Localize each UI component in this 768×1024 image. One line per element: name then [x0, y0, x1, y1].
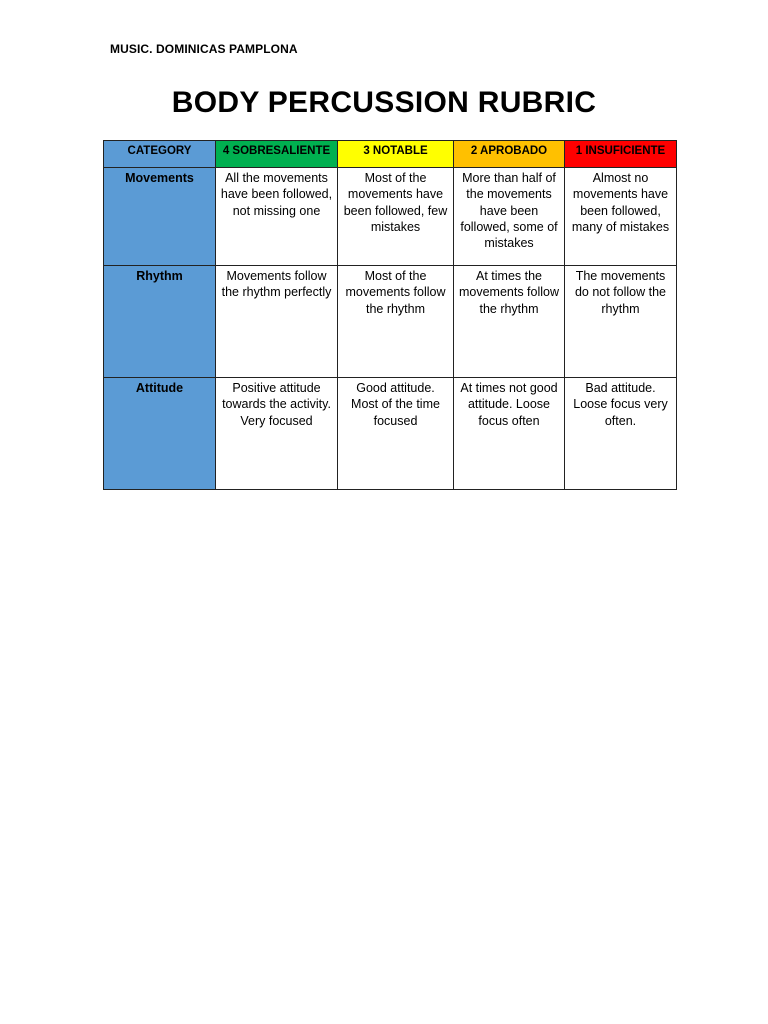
column-header-insuficiente: 1 INSUFICIENTE — [565, 141, 677, 168]
category-cell: Rhythm — [104, 266, 216, 378]
table-cell: At times not good attitude. Loose focus often — [454, 378, 565, 490]
column-header-aprobado: 2 APROBADO — [454, 141, 565, 168]
column-header-sobresaliente: 4 SOBRESALIENTE — [216, 141, 338, 168]
table-cell: Most of the movements have been followed, few mistakes — [338, 168, 454, 266]
column-header-notable: 3 NOTABLE — [338, 141, 454, 168]
table-row-rhythm — [104, 266, 677, 378]
table-cell: Almost no movements have been followed, many of mistakes — [565, 168, 677, 266]
category-cell: Attitude — [104, 378, 216, 490]
table-row-movements — [104, 168, 677, 266]
table-header-row — [104, 141, 677, 168]
column-header-category: CATEGORY — [104, 141, 216, 168]
table-row-attitude — [104, 378, 677, 490]
page-title: BODY PERCUSSION RUBRIC — [171, 86, 597, 119]
table-cell: Most of the movements follow the rhythm — [338, 266, 454, 378]
table-cell: Movements follow the rhythm perfectly — [216, 266, 338, 378]
table-cell: Bad attitude. Loose focus very often. — [565, 378, 677, 490]
table-cell: At times the movements follow the rhythm — [454, 266, 565, 378]
document-header: MUSIC. DOMINICAS PAMPLONA — [110, 42, 298, 56]
table-cell: Good attitude. Most of the time focused — [338, 378, 454, 490]
category-cell: Movements — [104, 168, 216, 266]
table-cell: Positive attitude towards the activity. Very focused — [216, 378, 338, 490]
table-cell: More than half of the movements have been followed, some of mistakes — [454, 168, 565, 266]
rubric-table — [103, 140, 677, 490]
table-cell: The movements do not follow the rhythm — [565, 266, 677, 378]
table-cell: All the movements have been followed, not missing one — [216, 168, 338, 266]
